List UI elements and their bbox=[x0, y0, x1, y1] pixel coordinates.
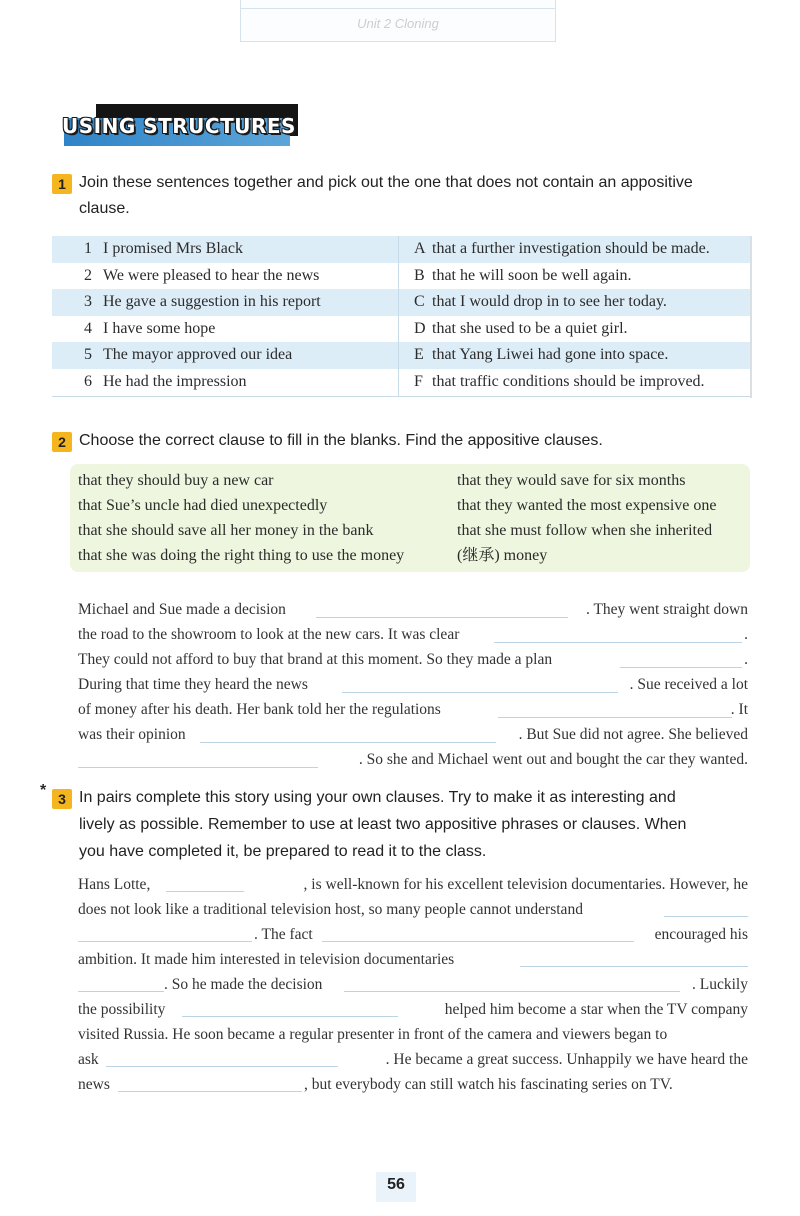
unit-label: Unit 2 Cloning bbox=[357, 16, 439, 31]
answer-blank[interactable] bbox=[182, 1016, 398, 1017]
passage-text: of money after his death. Her bank told her the regulations bbox=[78, 701, 441, 718]
exercise-3-instruction-line2: lively as possible. Remember to use at least two appositive phrases or clauses. When bbox=[79, 816, 687, 833]
clause-letter: F bbox=[414, 372, 423, 390]
exercise-3-number: 3 bbox=[52, 789, 72, 809]
table-row bbox=[52, 289, 752, 316]
clause-letter: D bbox=[414, 319, 426, 337]
answer-blank[interactable] bbox=[344, 991, 680, 992]
passage-text: was their opinion bbox=[78, 726, 186, 743]
option-item: that she should save all her money in the bank bbox=[78, 522, 374, 539]
table-divider bbox=[398, 236, 399, 396]
answer-blank[interactable] bbox=[166, 891, 244, 892]
story-text: . He became a great success. Unhappily we have heard the bbox=[385, 1051, 748, 1068]
sentence-stem: The mayor approved our idea bbox=[103, 346, 293, 363]
row-number: 3 bbox=[84, 293, 92, 310]
option-item: that she was doing the right thing to use the money bbox=[78, 547, 405, 564]
matching-table bbox=[52, 236, 752, 395]
clause-text: that Yang Liwei had gone into space. bbox=[432, 346, 669, 363]
row-number: 4 bbox=[84, 319, 92, 337]
story-text: encouraged his bbox=[654, 926, 748, 943]
clause-letter: C bbox=[414, 293, 425, 310]
exercise-2-number: 2 bbox=[52, 432, 72, 452]
clause-text: that she used to be a quiet girl. bbox=[432, 319, 628, 337]
story-text: visited Russia. He soon became a regular presenter in front of the camera and viewers began to bbox=[78, 1026, 668, 1043]
story-text: ambition. It made him interested in television documentaries bbox=[78, 951, 455, 968]
optional-star: * bbox=[40, 782, 47, 799]
sentence-stem: He gave a suggestion in his report bbox=[103, 293, 321, 310]
answer-blank[interactable] bbox=[78, 991, 164, 992]
clause-letter: B bbox=[414, 266, 425, 284]
answer-blank[interactable] bbox=[118, 1091, 302, 1092]
option-item: that they wanted the most expensive one bbox=[457, 497, 717, 514]
passage-text: . bbox=[744, 651, 748, 668]
sentence-stem: We were pleased to hear the news bbox=[103, 266, 320, 284]
story-text: does not look like a traditional television host, so many people cannot understand bbox=[78, 901, 583, 918]
section-title: USING STRUCTURES bbox=[62, 114, 296, 138]
clause-letter: A bbox=[414, 240, 426, 257]
exercise-3-instruction-line1: In pairs complete this story using your own clauses. Try to make it as interesting and bbox=[79, 789, 676, 806]
answer-blank[interactable] bbox=[106, 1066, 338, 1067]
story-text: . So he made the decision bbox=[164, 976, 323, 993]
clause-text: that traffic conditions should be improved. bbox=[432, 372, 705, 390]
row-number: 1 bbox=[84, 240, 92, 257]
clause-letter: E bbox=[414, 346, 424, 363]
table-row bbox=[52, 263, 752, 290]
answer-blank[interactable] bbox=[620, 667, 742, 668]
clause-text: that a further investigation should be made. bbox=[432, 240, 710, 257]
story-text: , but everybody can still watch his fascinating series on TV. bbox=[304, 1076, 673, 1093]
answer-blank[interactable] bbox=[200, 742, 496, 743]
passage-text: . But Sue did not agree. She believed bbox=[518, 726, 748, 743]
page-number: 56 bbox=[376, 1172, 416, 1202]
passage-text: They could not afford to buy that brand at this moment. So they made a plan bbox=[78, 651, 553, 668]
exercise-1-number: 1 bbox=[52, 174, 72, 194]
table-row bbox=[52, 369, 752, 396]
passage-text: Michael and Sue made a decision bbox=[78, 601, 286, 618]
option-item: that they should buy a new car bbox=[78, 472, 274, 489]
passage-text: . Sue received a lot bbox=[629, 676, 748, 693]
table-row bbox=[52, 342, 752, 369]
table-row bbox=[52, 236, 752, 263]
option-item: that she must follow when she inherited bbox=[457, 522, 713, 539]
story-text: Hans Lotte, bbox=[78, 876, 151, 893]
option-item: (继承) money bbox=[457, 547, 548, 564]
answer-blank[interactable] bbox=[342, 692, 618, 693]
story-text: the possibility bbox=[78, 1001, 166, 1018]
answer-blank[interactable] bbox=[520, 966, 748, 967]
exercise-2-instruction: Choose the correct clause to fill in the blanks. Find the appositive clauses. bbox=[79, 432, 603, 449]
sentence-stem: I have some hope bbox=[103, 319, 216, 337]
answer-blank[interactable] bbox=[78, 941, 252, 942]
table-row bbox=[52, 316, 752, 343]
exercise-1-instruction-line2: clause. bbox=[79, 200, 130, 217]
answer-blank[interactable] bbox=[322, 941, 634, 942]
exercise-3-instruction-line3: you have completed it, be prepared to read it to the class. bbox=[79, 843, 487, 860]
clause-text: that he will soon be well again. bbox=[432, 266, 632, 284]
passage-text: . bbox=[744, 626, 748, 643]
answer-blank[interactable] bbox=[494, 642, 742, 643]
answer-blank[interactable] bbox=[664, 916, 748, 917]
table-bottom-rule bbox=[52, 396, 752, 397]
answer-blank[interactable] bbox=[316, 617, 568, 618]
table-edge bbox=[750, 236, 752, 398]
header-divider bbox=[240, 8, 556, 9]
answer-blank[interactable] bbox=[498, 717, 732, 718]
row-number: 2 bbox=[84, 266, 92, 284]
story-text: , is well-known for his excellent television documentaries. However, he bbox=[303, 876, 748, 893]
passage-text: . It bbox=[730, 701, 748, 718]
option-item: that they would save for six months bbox=[457, 472, 686, 489]
option-item: that Sue’s uncle had died unexpectedly bbox=[78, 497, 328, 514]
story-text: . The fact bbox=[254, 926, 313, 943]
passage-text: the road to the showroom to look at the new cars. It was clear bbox=[78, 626, 460, 643]
row-number: 5 bbox=[84, 346, 92, 363]
story-text: ask bbox=[78, 1051, 99, 1068]
row-number: 6 bbox=[84, 372, 92, 390]
passage-text: . They went straight down bbox=[585, 601, 748, 618]
story-text: helped him become a star when the TV company bbox=[444, 1001, 748, 1018]
answer-blank[interactable] bbox=[78, 767, 318, 768]
sentence-stem: He had the impression bbox=[103, 372, 247, 390]
story-text: news bbox=[78, 1076, 110, 1093]
exercise-1-instruction-line1: Join these sentences together and pick out the one that does not contain an appositive bbox=[79, 174, 693, 191]
sentence-stem: I promised Mrs Black bbox=[103, 240, 243, 257]
story-text: . Luckily bbox=[692, 976, 748, 993]
passage-text: During that time they heard the news bbox=[78, 676, 308, 693]
clause-text: that I would drop in to see her today. bbox=[432, 293, 667, 310]
passage-text: . So she and Michael went out and bought the car they wanted. bbox=[358, 751, 748, 768]
